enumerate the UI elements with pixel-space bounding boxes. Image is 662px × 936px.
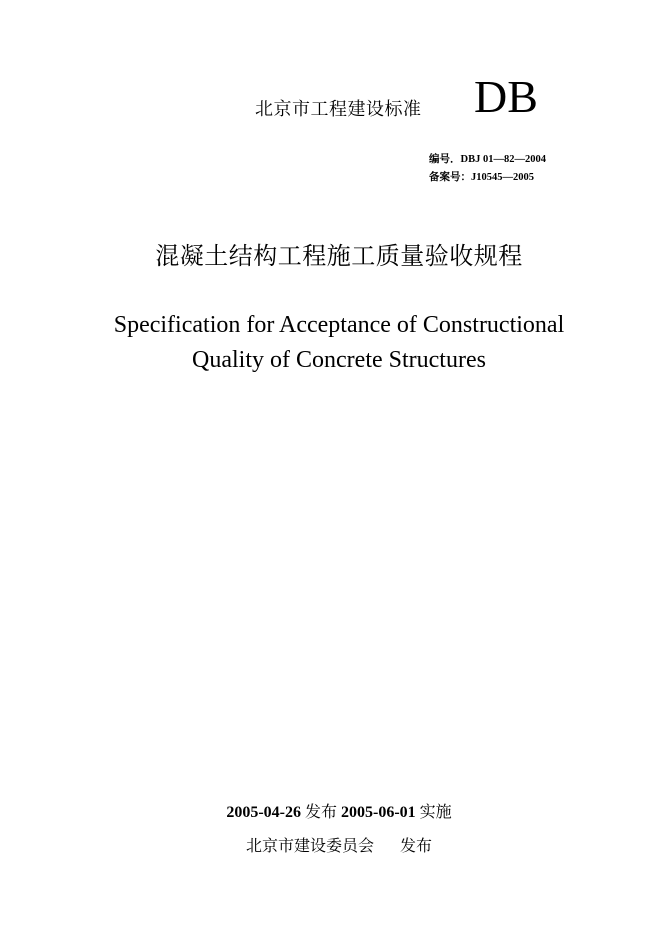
standard-code: DB (474, 71, 538, 122)
record-number-label: 备案号： (429, 172, 471, 183)
publish-date: 2005-04-26 (226, 804, 301, 821)
chinese-title: 混凝土结构工程施工质量验收规程 (155, 242, 523, 270)
english-title-line-2: Quality of Concrete Structures (192, 347, 486, 373)
serial-number-line (429, 151, 546, 169)
publication-dates (8, 799, 662, 822)
record-number-value: J10545—2005 (471, 172, 534, 183)
serial-number-value: DBJ 01—82—2004 (460, 154, 546, 165)
record-number-line (429, 169, 546, 187)
english-title (8, 308, 662, 378)
serial-number-label: 编号． (429, 154, 461, 165)
english-title-line-1: Specification for Acceptance of Constructional (113, 312, 565, 338)
publish-label: 发布 (304, 802, 337, 821)
document-meta (429, 151, 546, 187)
issuer-line (8, 833, 662, 856)
issuing-authority-header: 北京市工程建设标准 (255, 99, 422, 120)
issuer-name: 北京市建设委员会 (245, 836, 374, 855)
effective-date: 2005-06-01 (341, 804, 416, 821)
effective-label: 实施 (419, 802, 452, 821)
issuer-action: 发布 (400, 836, 433, 855)
